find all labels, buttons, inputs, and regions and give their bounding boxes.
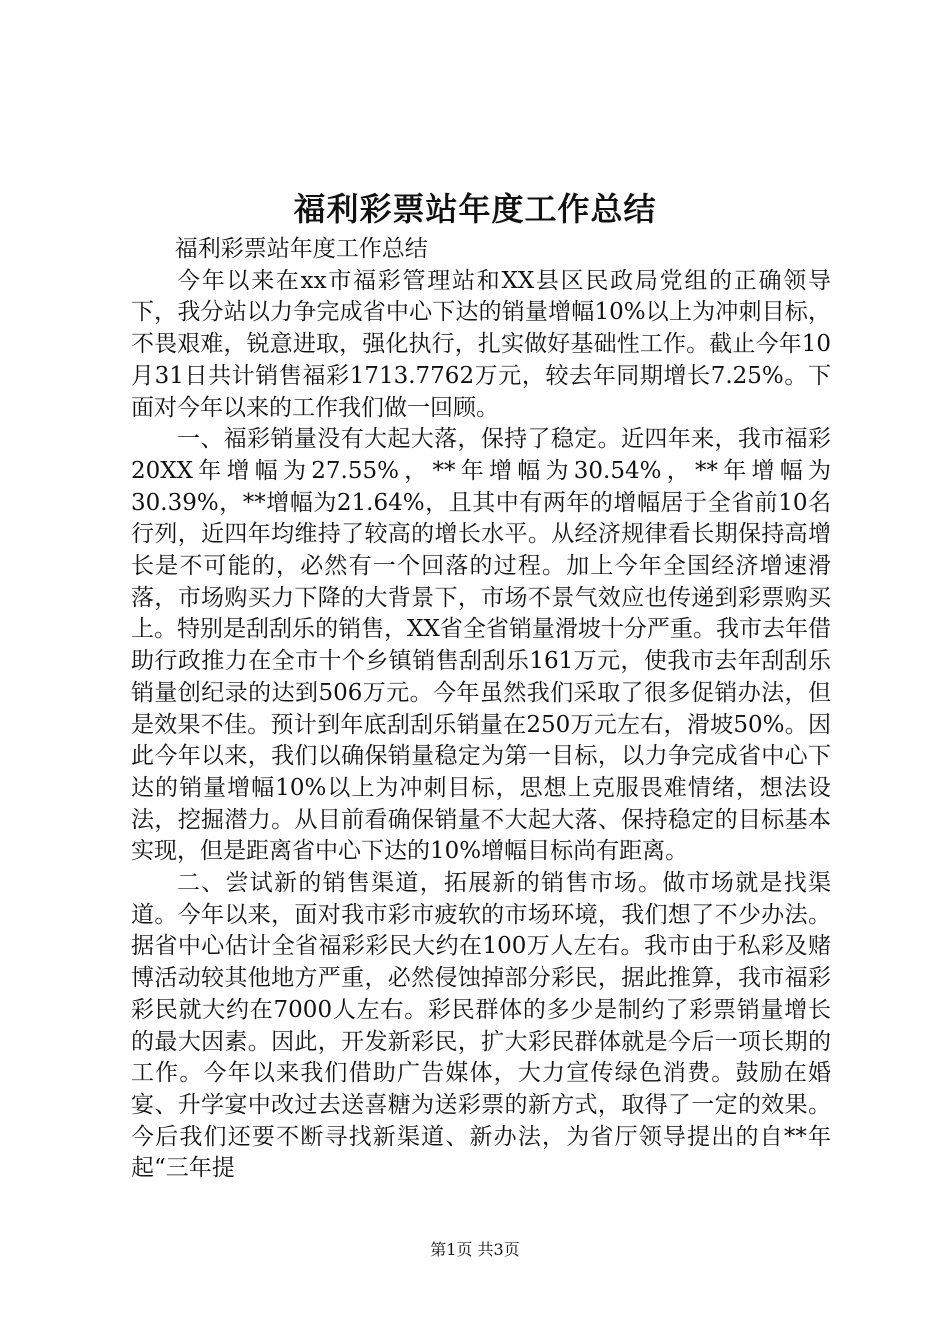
intro-paragraph: 今年以来在xx市福彩管理站和XX县区民政局党组的正确领导下，我分站以力争完成省中心下达的销量增幅10%以上为冲刺目标，不畏艰难，锐意进取，强化执行，扎实做好基础性工作。截止今年10月31日共计销售福彩1713.7762万元，较去年同期增长7.25%。下面对今年以来的工作我们做一回顾。: [131, 267, 831, 421]
body-subtitle-paragraph: 福利彩票站年度工作总结: [174, 236, 428, 262]
section-one-paragraph: 一、福彩销量没有大起大落，保持了稳定。近四年来，我市福彩20XX年增幅为27.55%，**年增幅为30.54%，**年增幅为30.39%，**增幅为21.64%，且其中有两年的增幅居于全省前10名行列，近四年均维持了较高的增长水平。从经济规律看长期保持高增长是不可能的，必然有一个回落的过程。加上今年全国经济增速滑落，市场购买力下降的大背景下，市场不景气效应也传递到彩票购买上。特别是刮刮乐的销售，XX省全省销量滑坡十分严重。我市去年借助行政推力在全市十个乡镇销售刮刮乐161万元，使我市去年刮刮乐销量创纪录的达到506万元。今年虽然我们采取了很多促销办法，但是效果不佳。预计到年底刮刮乐销量在250万元左右，滑坡50%。因此今年以来，我们以确保销量稳定为第一目标，以力争完成省中心下达的销量增幅10%以上为冲刺目标，思想上克服畏难情绪，想法设法，挖掘潜力。从目前看确保销量不大起大落、保持稳定的目标基本实现，但是距离省中心下达的10%增幅目标尚有距离。: [131, 426, 831, 865]
document-title: 福利彩票站年度工作总结: [293, 190, 657, 228]
page-footer: 第1页 共3页: [430, 1240, 520, 1259]
section-two-paragraph: 二、尝试新的销售渠道，拓展新的销售市场。做市场就是找渠道。今年以来，面对我市彩市疲软的市场环境，我们想了不少办法。据省中心估计全省福彩彩民大约在100万人左右。我市由于私彩及赌博活动较其他地方严重，必然侵蚀掉部分彩民，据此推算，我市福彩彩民就大约在7000人左右。彩民群体的多少是制约了彩票销量增长的最大因素。因此，开发新彩民，扩大彩民群体就是今后一项长期的工作。今年以来我们借助广告媒体，大力宣传绿色消费。鼓励在婚宴、升学宴中改过去送喜糖为送彩票的新方式，取得了一定的效果。今后我们还要不断寻找新渠道、新办法，为省厅领导提出的自**年起“三年提: [131, 870, 831, 1182]
document-body: [131, 234, 831, 1185]
